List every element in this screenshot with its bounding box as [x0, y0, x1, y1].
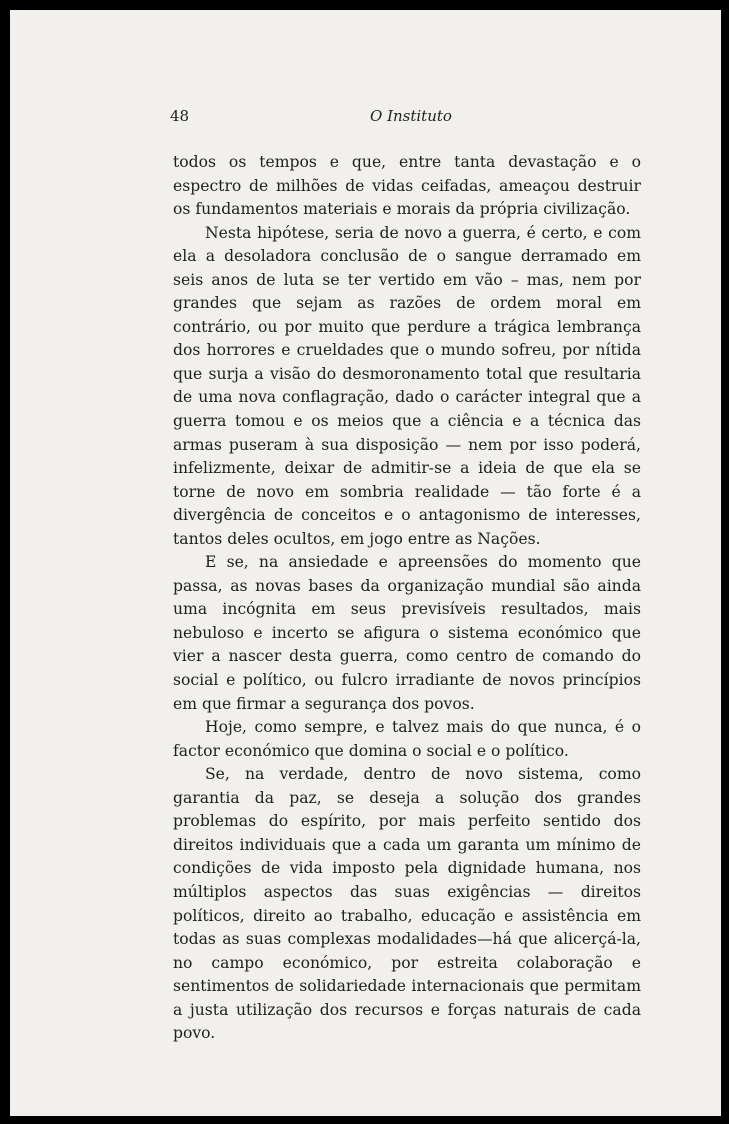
page-number: 48	[170, 107, 190, 125]
book-page	[10, 10, 721, 1116]
paragraph: Hoje, como sempre, e talvez mais do que nunca, é o factor económico que domina o social e o político.	[173, 718, 641, 760]
paragraph: E se, na ansiedade e apreensões do momento que passa, as novas bases da organização mundial são ainda uma incógnita em seus previsíveis resultados, mais nebuloso e incerto se afigura o sistema económico que vier a nascer desta guerra, como centro de comando do social e político, ou fulcro irradiante de novos princípios em que firmar a segurança dos povos.	[173, 553, 641, 713]
page-header	[10, 107, 721, 129]
running-title: O Instituto	[370, 107, 452, 125]
paragraph: todos os tempos e que, entre tanta devastação e o espectro de milhões de vidas ceifadas, ameaçou destruir os fundamentos materiais e morais da própria civilização.	[173, 153, 641, 219]
body-text	[173, 151, 641, 1046]
paragraph: Nesta hipótese, seria de novo a guerra, é certo, e com ela a desoladora conclusão de o sangue derramado em seis anos de luta se ter vertido em vão – mas, nem por grandes que sejam as razões de ordem moral em contrário, ou por muito que perdure a trágica lembrança dos horrores e crueldades que o mundo sofreu, por nítida que surja a visão do desmoronamento total que resultaria de uma nova conflagração, dado o carácter integral que a guerra tomou e os meios que a ciência e a técnica das armas puseram à sua disposição — nem por isso poderá, infelizmente, deixar de admitir-se a ideia de que ela se torne de novo em sombria realidade — tão forte é a divergência de conceitos e o antagonismo de interesses, tantos deles ocultos, em jogo entre as Nações.	[173, 223, 641, 548]
paragraph: Se, na verdade, dentro de novo sistema, como garantia da paz, se deseja a solução dos grandes problemas do espírito, por mais perfeito sentido dos direitos individuais que a cada um garanta um mínimo de condições de vida imposto pela dignidade humana, nos múltiplos aspectos das suas exigências — direitos políticos, direito ao trabalho, educação e assistência em todas as suas complexas modalidades—há que alicerçá-la, no campo económico, por estreita colaboração e sentimentos de solidariedade internacionais que permitam a justa utilização dos recursos e forças naturais de cada povo.	[173, 765, 641, 1043]
